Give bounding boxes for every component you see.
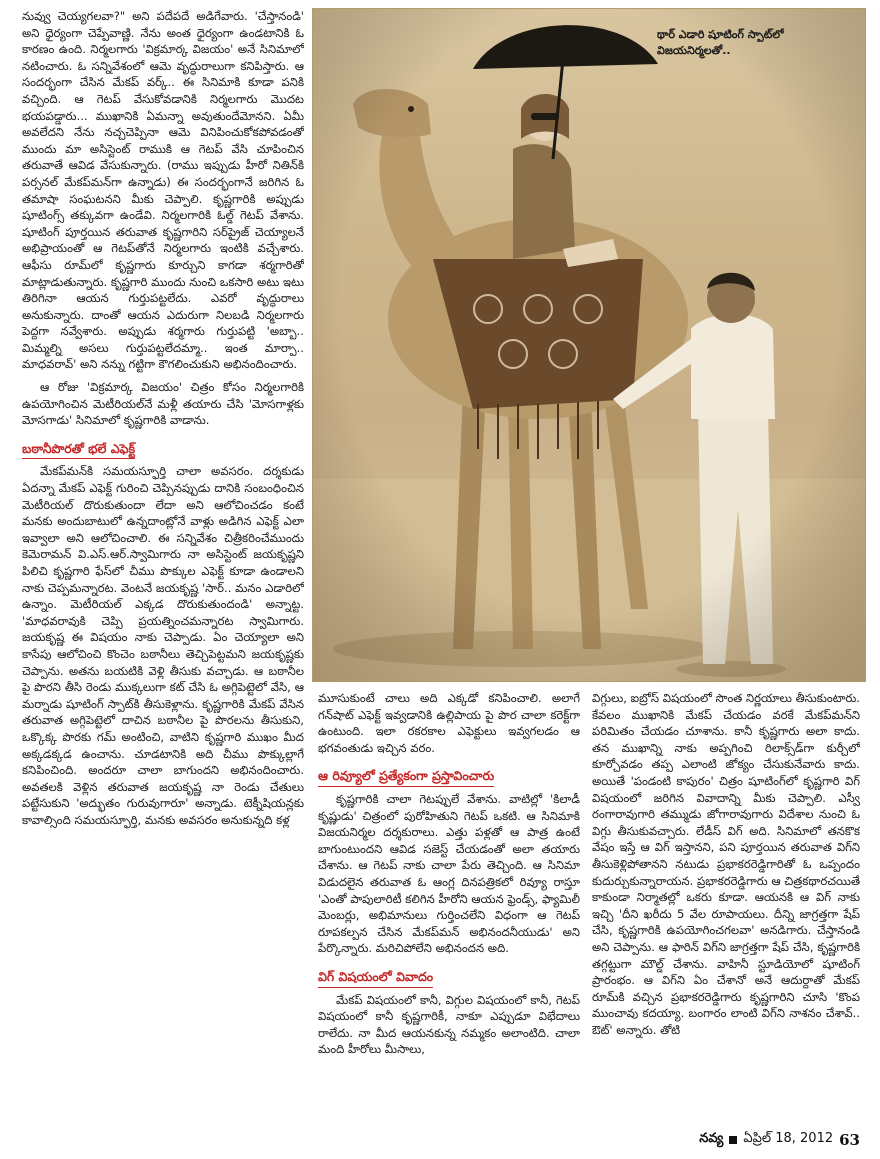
paragraph: మూసుకుంటే చాలు అది ఎక్కడో కనిపించాలి. అలాగే గన్‌షాట్ ఎఫెక్ట్ ఇవ్వడానికి ఉల్లిపాయ పై పొర చాలా కరెక్ట్‌గా ఉంటుంది. ఇలా రకరకాల ఎఫెక్టులు ఇవ్వగలడం ఆ భగవంతుడు ఇచ్చిన వరం.	[318, 691, 580, 755]
subheading-review: ఆ రివ్యూలో ప్రత్యేకంగా ప్రస్తావించారు	[318, 768, 494, 787]
paragraph: ఆ రోజు 'విక్రమార్క విజయం' చిత్రం కోసం నిర్మలగారికి ఉపయోగించిన మెటీరియల్‌నే మళ్లీ తయారు చేసి 'మోసగాళ్లకు మోసగాడు' సినిమాలో కృష్ణగారికి వాడాను.	[22, 380, 304, 428]
separator-square-icon	[729, 1136, 737, 1144]
article-photo	[312, 8, 866, 682]
issue-date: ఏప్రిల్ 18, 2012	[743, 1131, 834, 1146]
column3-paragraphs	[592, 690, 860, 1038]
page-number: 63	[839, 1131, 860, 1149]
paragraph: మేకప్‌మన్‌కి సమయస్ఫూర్తి చాలా అవసరం. దర్శకుడు ఏదన్నా మేకప్ ఎఫెక్ట్ గురించి చెప్పినప్పుడు దానికి సంబంధించిన మెటీరియల్ దొరుకుతుందా లేదా అని ఆలోచించడం కంటే మనకు అందుబాటులో ఉన్నదాంట్లోనే వాళ్లు అడిగిన ఎఫెక్ట్ ఎలా ఇవ్వాలా అని ఆలోచించాలి. ఈ సన్నివేశం చిత్రీకరించేముందు కెమెరామన్ వి.ఎస్.ఆర్.స్వామిగారు నా అసిస్టెంట్ జయకృష్ణని పిలిచి కృష్ణగారి ఫేస్‌లో చీము పొక్కుల ఎఫెక్ట్ కూడా ఉండాలని నాకు చెప్పమన్నారట. వెంటనే జయకృష్ణ 'సార్.. మనం ఎడారిలో ఉన్నాం. మెటీరియల్ ఎక్కడ దొరుకుతుందండి' అన్నాట్ట. 'మాధవరావుకి చెప్పి ప్రయత్నించమన్నారట స్వామిగారు. జయకృష్ణ ఈ విషయం నాకు చెప్పాడు. ఏం చెయ్యాలా అని కాసేపు ఆలోచించి కొంచెం బఠానీలు తెచ్చిపెట్టమని జయకృష్ణకు చెప్పాను. అతను బయటికి వెళ్లి తీసుకు వచ్చాడు. ఆ బఠానీల పై పొరని తీసి రెండు ముక్కలుగా కట్ చేసి ఓ అగ్గిపెట్టెలో వేసి, ఆ మర్నాడు షూటింగ్ స్పాట్‌కి తీసుకెళ్లాను. కృష్ణగారికి మేకప్ వేసిన తరువాత అగ్గిపెట్టెలో దాచిన బఠానీల పై పొరలను తీసుకుని, ఒక్కొక్క పొరకు గమ్ అంటించి, వాటిని కృష్ణగారి ముఖం మీద అక్కడక్కడ ఉంచాను. చూడటానికి అది చీము పొక్కుల్లాగే కనిపించింది. అందరూ చాలా బాగుందని అభినందించారు. అవతలకి వెళ్లిన తరువాత జయకృష్ణ నా రెండు చేతులు పట్టేసుకుని 'అద్భుతం గురువుగారూ' అన్నాడు. టెక్నీషియన్లకు కావాల్సింది సమయస్ఫూర్తి, మనకు అవసరం అనుకున్నది కళ్ల	[22, 464, 304, 827]
paragraph: నువ్వు చెయ్యగలవా?" అని పదేపదే అడిగేవారు. 'చేస్తానండి' అని ధైర్యంగా చెప్పేవాణ్ణి. నేను అంత ధైర్యంగా ఉండటానికి ఓ కారణం ఉంది. నిర్మలగారు 'విక్రమార్క విజయం' అనే సినిమాలో నటించారు. ఓ సన్నివేశంలో ఆమె వృద్ధురాలుగా కనిపిస్తారు. ఆ సందర్భంగా చేసిన మేకప్ వర్క్.. ఈ సినిమాకి కూడా పనికి వచ్చింది. ఆ గెటప్ వేసుకోవడానికి నిర్మలగారు మొదట భయపడ్డారు... ముఖానికి ఏమన్నా అవుతుందేమోనని. ఏమీ అవలేదని నేను నచ్చచెప్పినా ఆమె వినిపించుకోకపోవడంతో ముందు మా అసిస్టెంట్ రాముకి ఆ గెటప్ వేసి చూపించిన తరువాతే ఆవిడ వేసుకున్నారు. (రాము ఇప్పుడు హీరో నితిన్‌కి పర్సనల్ మేకప్‌మన్‌గా ఉన్నాడు) ఈ సందర్భంగానే జరిగిన ఓ తమాషా సంఘటనని మీకు చెప్పాలి. కృష్ణగారికి అప్పుడు షూటింగ్స్ తక్కువగా ఉండేవి. నిర్మలగారికి ఓల్డ్ గెటప్ వేశాను. షూటింగ్ పూర్తయిన తరువాత కృష్ణగారిని సర్‌ప్రైజ్ చెయ్యాలనే అభిప్రాయంతో ఆ గెటప్‌తోనే నిర్మలగారు ఇంటికి వచ్చేశారు. ఆఫీసు రూమ్‌లో కృష్ణగారు కూర్చుని కాగడా శర్మగారితో మాట్లాడుతున్నారు. కృష్ణగారి ముందు నుంచి ఒకసారి అటు ఇటు తిరిగినా ఆయన గుర్తుపట్టలేదు. ఎవరో వృద్ధురాలు అనుకున్నారు. దాంతో ఆయన ఎదురుగా నిలబడి నిర్మలగారు పెద్దగా నవ్వేశారు. అప్పుడు శర్మగారు గుర్తుపట్టి 'అబ్బా.. మిమ్మల్ని అసలు గుర్తుపట్టలేదమ్మా.. ఇంత మార్పా.. మాధవరావ్' అని నన్ను గట్టిగా కౌగలించుకుని అభినందించారు.	[22, 9, 304, 372]
column1-paragraphs-b	[22, 463, 304, 828]
article-column-2	[318, 690, 580, 1130]
column2-paragraphs-b	[318, 791, 580, 957]
column2-paragraphs-c	[318, 992, 580, 1058]
photo-caption: థార్ ఎడారి షూటింగ్ స్పాట్‌లో విజయనిర్మలతో..	[657, 28, 784, 57]
subheading-peas-effect: బఠానీపొరతో భలే ఎఫెక్ట్	[22, 441, 135, 460]
column1-paragraphs-a	[22, 8, 304, 429]
paragraph: మేకప్ విషయంలో కానీ, విగ్గుల విషయంలో కానీ, గెటప్ విషయంలో కానీ కృష్ణగారికీ, నాకూ ఎప్పుడూ విభేదాలు రాలేదు. నా మీద ఆయనకున్న నమ్మకం అలాంటిది. చాలా మంది హీరోలు మీసాలు,	[318, 992, 580, 1057]
desert-camel-photo-illustration	[313, 9, 865, 681]
column2-paragraphs-a	[318, 690, 580, 756]
magazine-name: నవ్య	[699, 1131, 724, 1146]
page-footer	[699, 1131, 860, 1149]
article-column-1	[22, 8, 304, 1130]
article-column-3	[592, 690, 860, 1130]
paragraph: విగ్గులు, ఐబ్రోస్ విషయంలో సొంత నిర్ణయాలు తీసుకుంటారు. కేవలం ముఖానికి మేకప్ చేయడం వరకే మేకప్‌మన్‌ని పరిమితం చేయడం చూశాను. కానీ కృష్ణగారు అలా కాదు. తన ముఖాన్ని నాకు అప్పగించి రిలాక్స్‌డ్‌గా కుర్చీలో కూర్చోవడం తప్ప ఎలాంటి జోక్యం చేసుకునేవారు కాదు. అయితే 'పండంటి కాపురం' చిత్రం షూటింగ్‌లో కృష్ణగారి విగ్ విషయంలో జరిగిన వివాదాన్ని మీకు చెప్పాలి. ఎస్వీ రంగారావుగారి తమ్ముడు జోగారావుగారు విదేశాల నుంచి ఓ విగ్గు తీసుకువచ్చారు. లేడీస్ విగ్ అది. సినిమాలో తనకొక వేషం ఇస్తే ఆ విగ్ ఇస్తానని, పని పూర్తయిన తరువాత విగ్‌ని తీసుకెళ్లిపోతానని నటుడు ప్రభాకరరెడ్డిగారితో ఓ ఒప్పందం కుదుర్చుకున్నారాయన. ప్రభాకరరెడ్డిగారు ఆ చిత్రకథారచయితే కాకుండా నిర్మాతల్లో ఒకరు కూడా. ఆయనకి ఆ విగ్ నాకు ఇచ్చి 'దీని ఖరీదు 5 వేల రూపాయలు. దీన్ని జాగ్రత్తగా షేప్ చేసి, కృష్ణగారికి ఉపయోగించగలవా' అనడిగారు. చేస్తానండి అని చెప్పాను. ఆ ఫారిన్ విగ్‌ని జాగ్రత్తగా షేప్ చేసి, కృష్ణగారికి తగ్గట్టుగా మౌల్డ్ చేశాను. వాహినీ స్టూడియోలో షూటింగ్ ప్రారంభం. ఆ విగ్‌ని ఏం చేశానో అనే ఆదుర్దాతో మేకప్ రూమ్‌కి వచ్చిన ప్రభాకరరెడ్డిగారు కృష్ణగారిని చూసి 'కొంప ముంచావు కదయ్యా. బంగారం లాంటి విగ్‌ని నాశనం చేశావ్.. ఔట్' అన్నారు. తోటి	[592, 691, 860, 1037]
subheading-wig-controversy: విగ్ విషయంలో వివాదం	[318, 969, 433, 988]
paragraph: కృష్ణగారికి చాలా గెటప్పులే వేశాను. వాటిల్లో 'కిలాడీ కృష్ణుడు' చిత్రంలో పురోహితుని గెటప్ ఒకటి. ఆ సినిమాకి విజయనిర్మల దర్శకురాలు. ఎత్తు పళ్లతో ఆ పాత్ర ఉంటే బాగుంటుందని ఆవిడ సజెస్ట్ చేయడంతో అలా తయారు చేశాను. ఆ గెటప్ నాకు చాలా పేరు తెచ్చింది. ఆ సినిమా విడుదలైన తరువాత ఓ ఆంగ్ల దినపత్రికలో రివ్యూ రాస్తూ 'ఎంతో పాపులారిటీ కలిగిన హీరోని ఆయన ఫ్రెండ్స్, ఫ్యామిలీ మెంబర్లు, అభిమానులు గుర్తించలేని విధంగా ఆ గెటప్ రూపకల్పన చేసిన మేకప్‌మన్ అభినందనీయుడు' అని పేర్కొన్నారు. మరిచిపోలేని అభినందన అది.	[318, 791, 580, 956]
